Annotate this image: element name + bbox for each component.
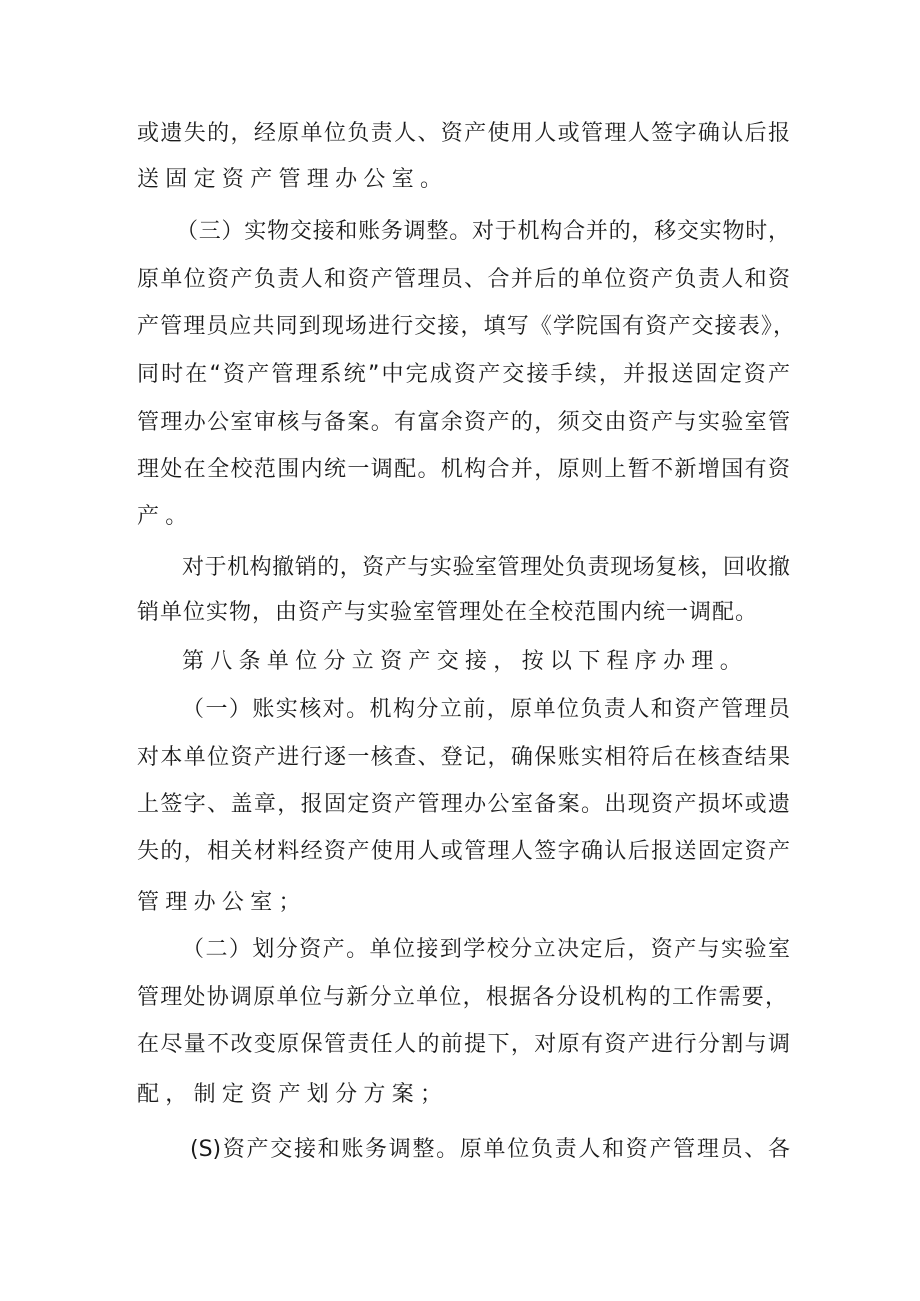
text-line: 管理办公室； xyxy=(137,890,307,915)
text-line: 销单位实物，由资产与实验室管理处在全校范围内统一调配。 xyxy=(137,600,757,625)
text-line: （二）划分资产。单位接到学校分立决定后，资产与实验室 xyxy=(182,937,790,962)
text-line: 管理处协调原单位与新分立单位，根据各分设机构的工作需要， xyxy=(137,985,787,1010)
text-line: 原单位资产负责人和资产管理员、合并后的单位资产负责人和资 xyxy=(137,267,790,292)
text-line: 对本单位资产进行逐一核查、登记，确保账实相符后在核查结果 xyxy=(137,745,790,770)
text-line: 在尽量不改变原保管责任人的前提下，对原有资产进行分割与调 xyxy=(137,1032,790,1057)
text-line: 配，制定资产划分方案； xyxy=(137,1082,449,1107)
text-line: 或遗失的，经原单位负责人、资产使用人或管理人签字确认后报 xyxy=(137,121,790,146)
text-line: 失的，相关材料经资产使用人或管理人签字确认后报送固定资产 xyxy=(137,839,790,864)
text-line: 产。 xyxy=(137,504,194,529)
text-line: （一）账实核对。机构分立前，原单位负责人和资产管理员 xyxy=(182,697,790,722)
text-line: (S)资产交接和账务调整。原单位负责人和资产管理员、各 xyxy=(190,1137,790,1162)
text-line: 同时在“资产管理系统”中完成资产交接手续，并报送固定资产 xyxy=(137,362,790,387)
text-line: 对于机构撤销的，资产与实验室管理处负责现场复核，回收撤 xyxy=(182,555,790,580)
text-line: 送固定资产管理办公室。 xyxy=(137,167,449,192)
text-line: 管理办公室审核与备案。有富余资产的，须交由资产与实验室管 xyxy=(137,410,790,435)
text-line: 理处在全校范围内统一调配。机构合并，原则上暂不新增国有资 xyxy=(137,457,790,482)
text-line: 产管理员应共同到现场进行交接，填写《学院国有资产交接表》， xyxy=(137,314,795,339)
text-line: 第八条单位分立资产交接，按以下程序办理。 xyxy=(182,649,749,674)
text-line: （三）实物交接和账务调整。对于机构合并的，移交实物时， xyxy=(176,219,790,244)
text-line: 上签字、盖章，报固定资产管理办公室备案。出现资产损坏或遗 xyxy=(137,792,790,817)
